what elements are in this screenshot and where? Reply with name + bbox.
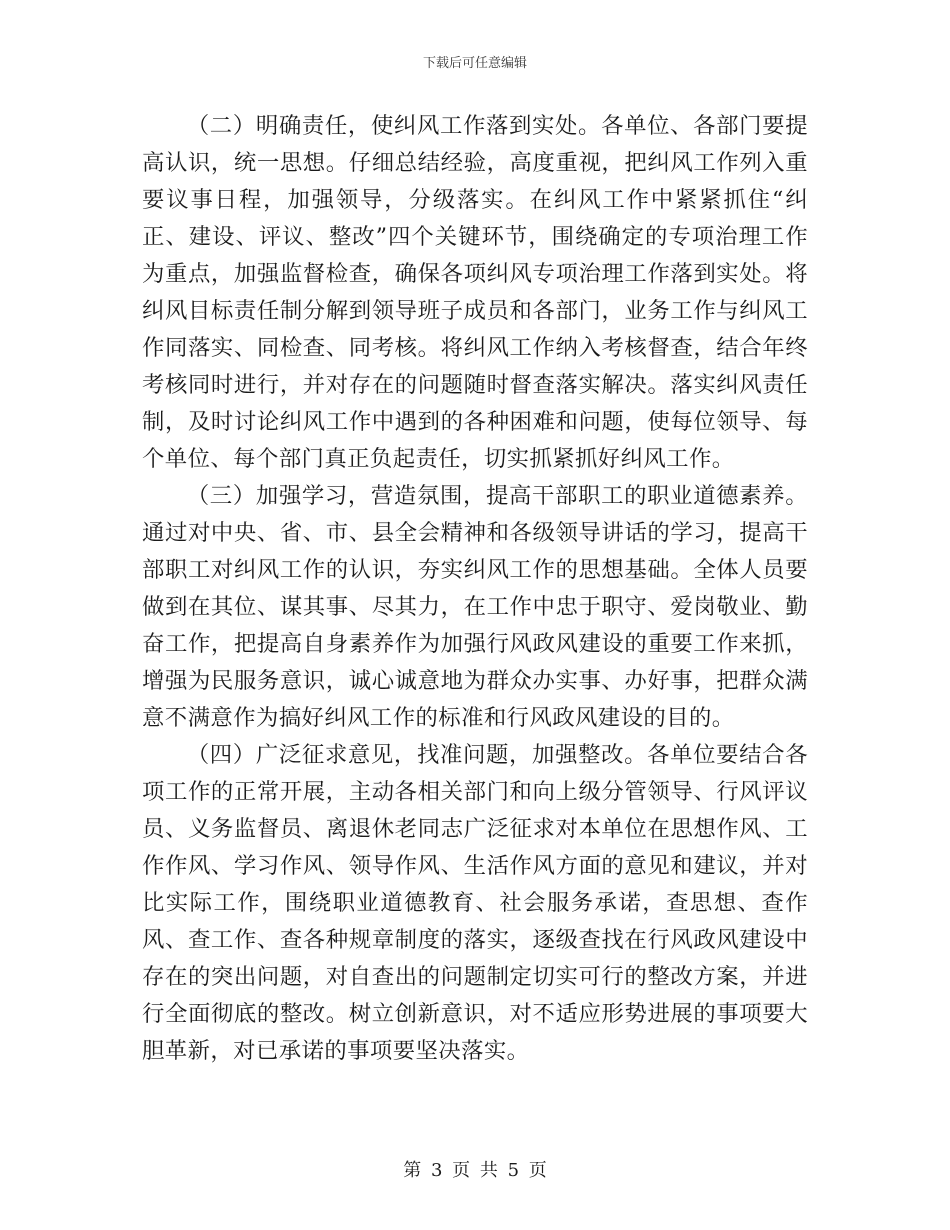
- page-header: 下载后可任意编辑: [422, 56, 527, 71]
- paragraph-2: （二）明确责任，使纠风工作落到实处。各单位、各部门要提高认识，统一思想。仔细总结经验，高度重视，把纠风工作列入重要议事日程，加强领导，分级落实。在纠风工作中紧紧抓住“纠正、建设、评议、整改”四个关键环节，围绕确定的专项治理工作为重点，加强监督检查，确保各项纠风专项治理工作落到实处。将纠风目标责任制分解到领导班子成员和各部门，业务工作与纠风工作同落实、同检查、同考核。将纠风工作纳入考核督查，结合年终考核同时进行，并对存在的问题随时督查落实解决。落实纠风责任制，及时讨论纠风工作中遇到的各种困难和问题，使每位领导、每个单位、每个部门真正负起责任，切实抓紧抓好纠风工作。: [142, 113, 808, 472]
- paragraph-4: （四）广泛征求意见，找准问题，加强整改。各单位要结合各项工作的正常开展，主动各相关部门和向上级分管领导、行风评议员、义务监督员、离退休老同志广泛征求对本单位在思想作风、工作作风、学习作风、领导作风、生活作风方面的意见和建议，并对比实际工作，围绕职业道德教育、社会服务承诺，查思想、查作风、查工作、查各种规章制度的落实，逐级查找在行风政风建设中存在的突出问题，对自查出的问题制定切实可行的整改方案，并进行全面彻底的整改。树立创新意识，对不适应形势进展的事项要大胆革新，对已承诺的事项要坚决落实。: [142, 742, 808, 1064]
- paragraph-3: （三）加强学习，营造氛围，提高干部职工的职业道德素养。通过对中央、省、市、县全会精神和各级领导讲话的学习，提高干部职工对纠风工作的认识，夯实纠风工作的思想基础。全体人员要做到在其位、谋其事、尽其力，在工作中忠于职守、爱岗敬业、勤奋工作，把提高自身素养作为加强行风政风建设的重要工作来抓，增强为民服务意识，诚心诚意地为群众办实事、办好事，把群众满意不满意作为搞好纠风工作的标准和行风政风建设的目的。: [142, 483, 808, 731]
- document-body: [142, 108, 808, 1070]
- page-number-footer: 第 3 页 共 5 页: [403, 1160, 547, 1181]
